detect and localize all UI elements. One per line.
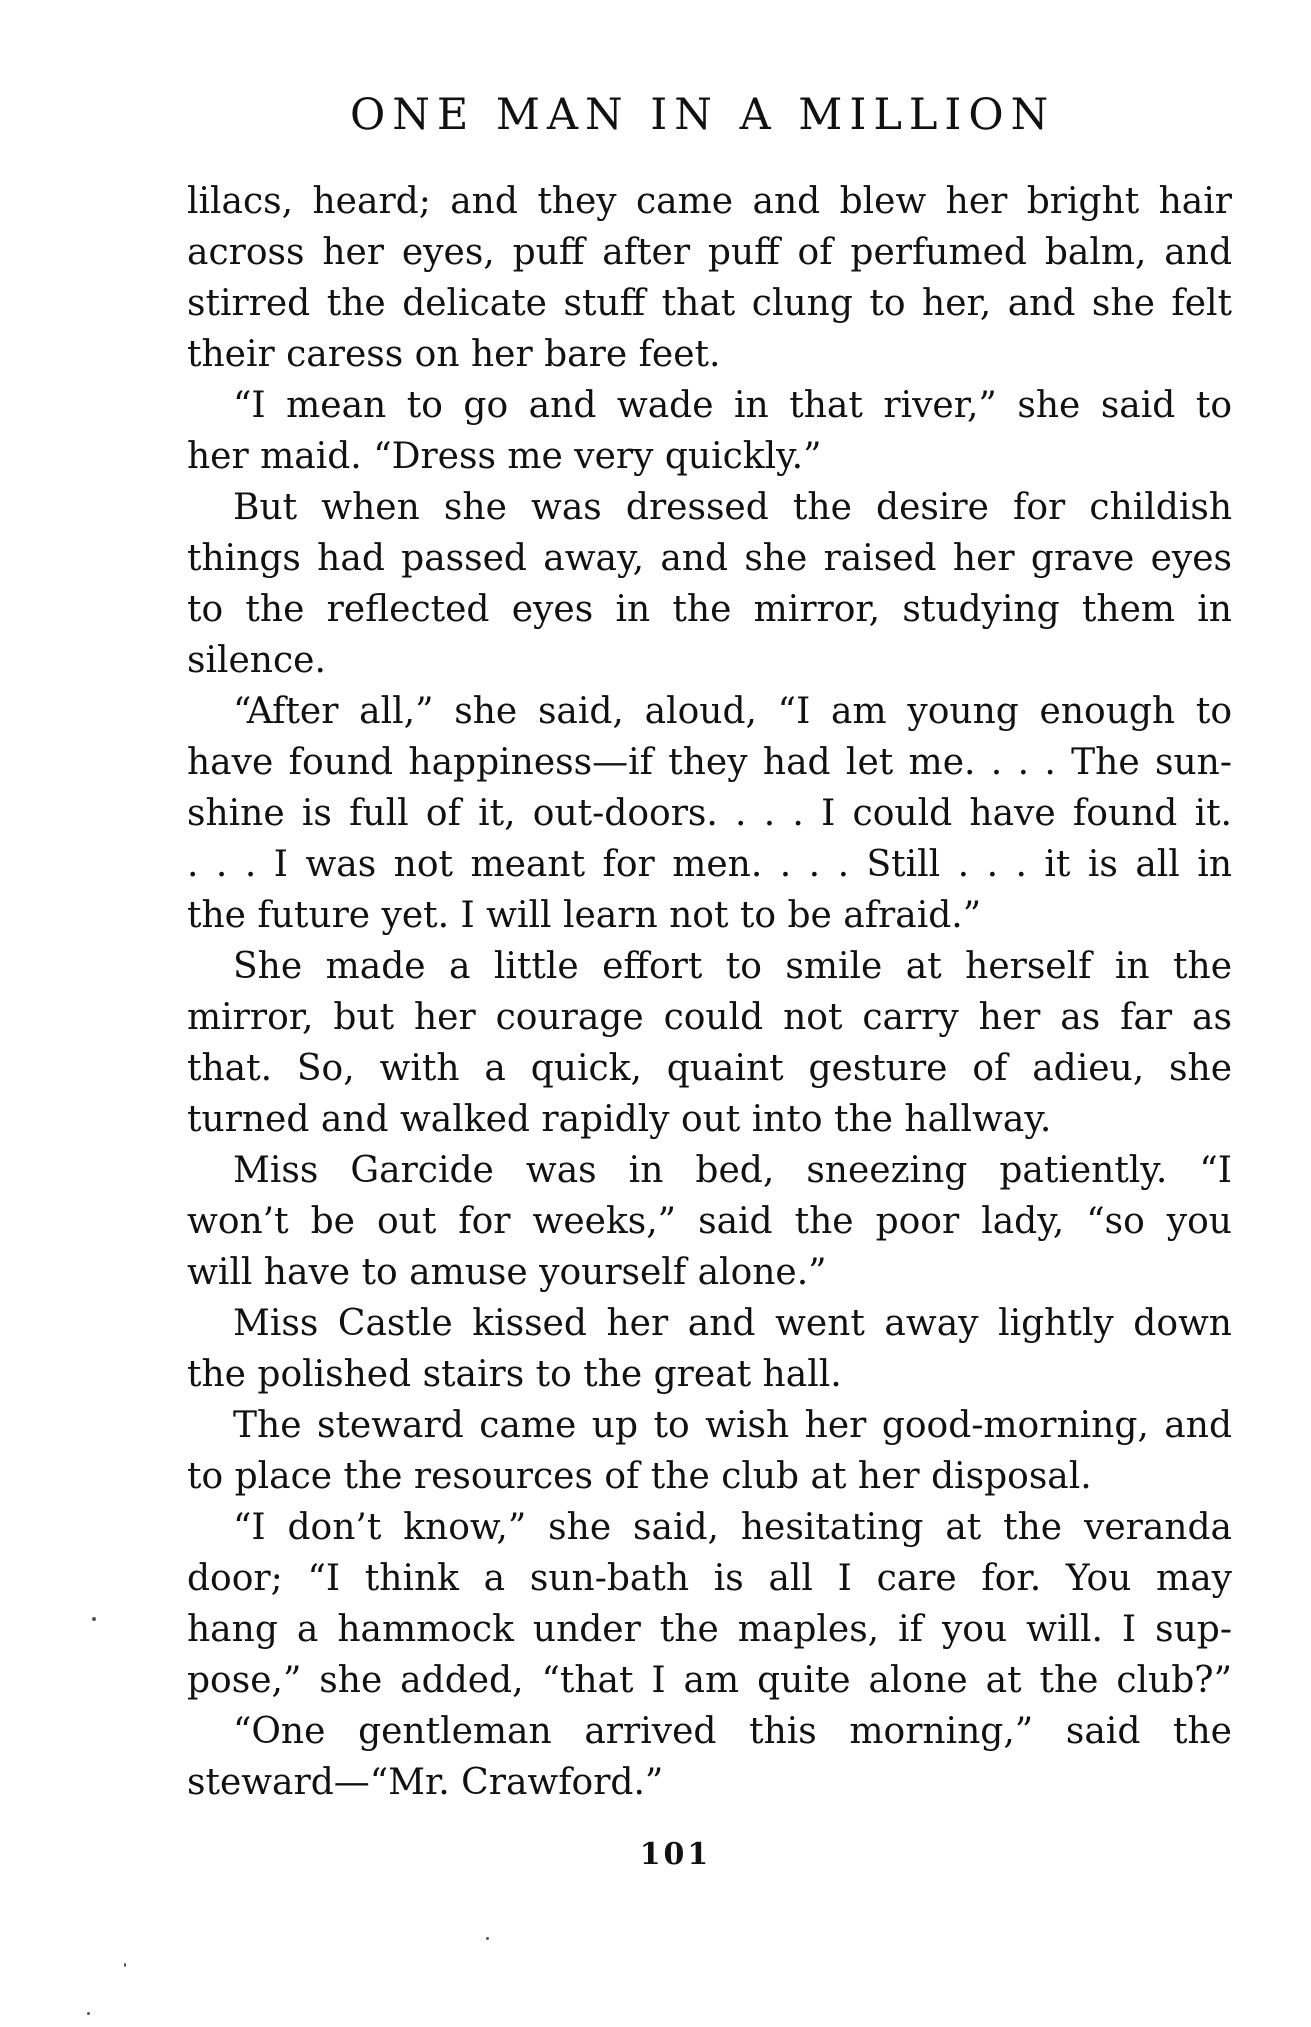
print-speck (124, 1963, 126, 1967)
text-line: mirror, but her courage could not carry her as far as (187, 997, 1232, 1038)
text-line: the polished stairs to the great hall. (187, 1354, 842, 1395)
print-speck (92, 1617, 96, 1621)
text-line: “I don’t know,” she said, hesitating at the veranda (233, 1507, 1232, 1548)
text-line: door; “I think a sun-bath is all I care for. You may (187, 1558, 1232, 1599)
text-line: have found happiness—if they had let me. . . . The sun- (187, 742, 1232, 783)
text-line: Miss Castle kissed her and went away lightly down (233, 1303, 1232, 1344)
text-line: “After all,” she said, aloud, “I am young enough to (233, 691, 1232, 732)
text-line: to place the resources of the club at her disposal. (187, 1456, 1092, 1497)
body-text (187, 176, 1232, 1808)
text-line: pose,” she added, “that I am quite alone at the club?” (187, 1660, 1232, 1701)
text-line: to the reflected eyes in the mirror, studying them in (187, 589, 1232, 630)
text-line: will have to amuse yourself alone.” (187, 1252, 827, 1293)
text-line: her maid. “Dress me very quickly.” (187, 436, 822, 477)
text-line: . . . I was not meant for men. . . . Still . . . it is all in (187, 844, 1232, 885)
text-line: stirred the delicate stuff that clung to her, and she felt (187, 283, 1232, 324)
text-line: Miss Garcide was in bed, sneezing patiently. “I (233, 1150, 1232, 1191)
print-speck (87, 2012, 90, 2015)
text-line: steward—“Mr. Crawford.” (187, 1762, 664, 1803)
text-line: shine is full of it, out-doors. . . . I could have found it. (187, 793, 1232, 834)
text-line: their caress on her bare feet. (187, 334, 721, 375)
text-line: the future yet. I will learn not to be afraid.” (187, 895, 982, 936)
text-line: But when she was dressed the desire for childish (233, 487, 1232, 528)
text-line: turned and walked rapidly out into the hallway. (187, 1099, 1052, 1140)
text-line: The steward came up to wish her good-morning, and (233, 1405, 1232, 1446)
text-line: won’t be out for weeks,” said the poor lady, “so you (187, 1201, 1232, 1242)
text-line: “I mean to go and wade in that river,” she said to (233, 385, 1232, 426)
running-head: ONE MAN IN A MILLION (350, 90, 1056, 140)
text-line: that. So, with a quick, quaint gesture of adieu, she (187, 1048, 1232, 1089)
text-line: things had passed away, and she raised her grave eyes (187, 538, 1232, 579)
print-speck (486, 1937, 489, 1940)
text-line: hang a hammock under the maples, if you will. I sup- (187, 1609, 1232, 1650)
text-line: lilacs, heard; and they came and blew her bright hair (187, 181, 1232, 222)
page-number: 101 (639, 1837, 712, 1872)
text-line: She made a little effort to smile at herself in the (233, 946, 1232, 987)
text-line: across her eyes, puff after puff of perfumed balm, and (187, 232, 1232, 273)
text-line: “One gentleman arrived this morning,” said the (233, 1711, 1232, 1752)
text-line: silence. (187, 640, 326, 681)
